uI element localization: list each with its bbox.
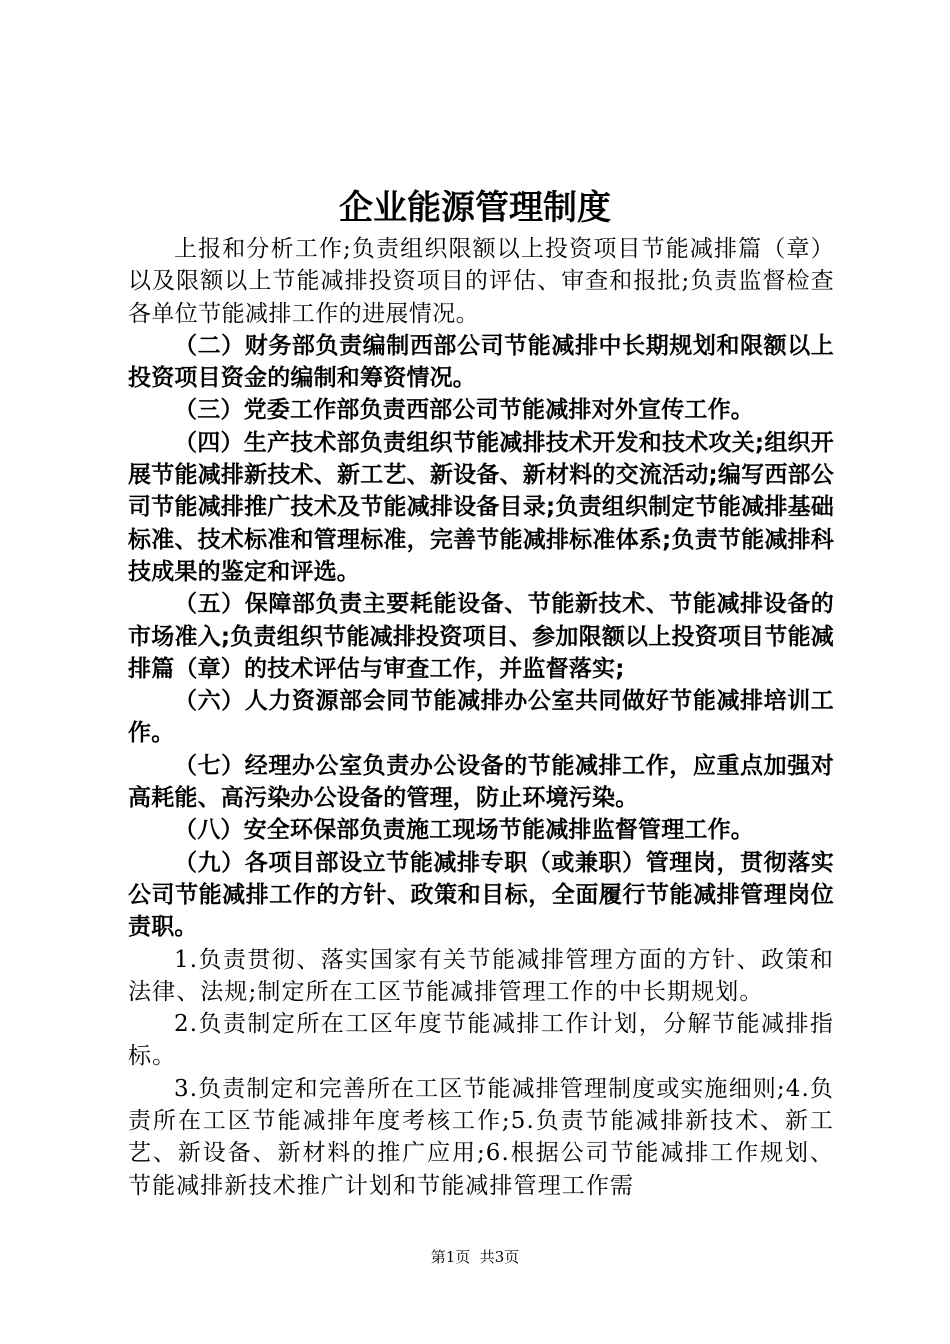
paragraph-reporting: 上报和分析工作;负责组织限额以上投资项目节能减排篇（章）以及限额以上节能减排投资项目的评估、审查和报批;负责监督检查各单位节能减排工作的进展情况。 — [128, 236, 834, 327]
paragraph-item-3: 3.负责制定和完善所在工区节能减排管理制度或实施细则;4.负责所在工区节能减排年度考核工作;5.负责节能减排新技术、新工艺、新设备、新材料的推广应用;6.根据公司节能减排工作规划、节能减排新技术推广计划和节能减排管理工作需 — [128, 1075, 834, 1199]
document-body — [128, 233, 834, 1202]
paragraph-project-dept: （九）各项目部设立节能减排专职（或兼职）管理岗，贯彻落实公司节能减排工作的方针、政策和目标，全面履行节能减排管理岗位责职。 — [128, 849, 834, 941]
document-title: 企业能源管理制度 — [339, 188, 611, 228]
paragraph-party-committee: （三）党委工作部负责西部公司节能减排对外宣传工作。 — [174, 397, 754, 424]
paragraph-item-1: 1.负责贯彻、落实国家有关节能减排管理方面的方针、政策和法律、法规;制定所在工区节能减排管理工作的中长期规划。 — [128, 946, 834, 1005]
paragraph-hr-dept: （六）人力资源部会同节能减排办公室共同做好节能减排培训工作。 — [128, 688, 834, 747]
paragraph-finance-dept: （二）财务部负责编制西部公司节能减排中长期规划和限额以上投资项目资金的编制和筹资情况。 — [128, 332, 834, 392]
page-number-label: 第1页 共3页 — [430, 1248, 520, 1266]
paragraph-safety-dept: （八）安全环保部负责施工现场节能减排监督管理工作。 — [174, 817, 754, 844]
paragraph-manager-office: （七）经理办公室负责办公设备的节能减排工作，应重点加强对高耗能、高污染办公设备的管理，防止环境污染。 — [128, 752, 834, 812]
paragraph-support-dept: （五）保障部负责主要耗能设备、节能新技术、节能减排设备的市场准入;负责组织节能减排投资项目、参加限额以上投资项目节能减排篇（章）的技术评估与审查工作，并监督落实; — [128, 591, 834, 682]
page-footer — [0, 1247, 950, 1267]
paragraph-item-2: 2.负责制定所在工区年度节能减排工作计划，分解节能减排指标。 — [128, 1011, 834, 1070]
paragraph-production-tech: （四）生产技术部负责组织节能减排技术开发和技术攻关;组织开展节能减排新技术、新工艺、新设备、新材料的交流活动;编写西部公司节能减排推广技术及节能减排设备目录;负责组织制定节能减排基础标准、技术标准和管理标准，完善节能减排标准体系;负责节能减排科技成果的鉴定和评选。 — [128, 429, 834, 585]
